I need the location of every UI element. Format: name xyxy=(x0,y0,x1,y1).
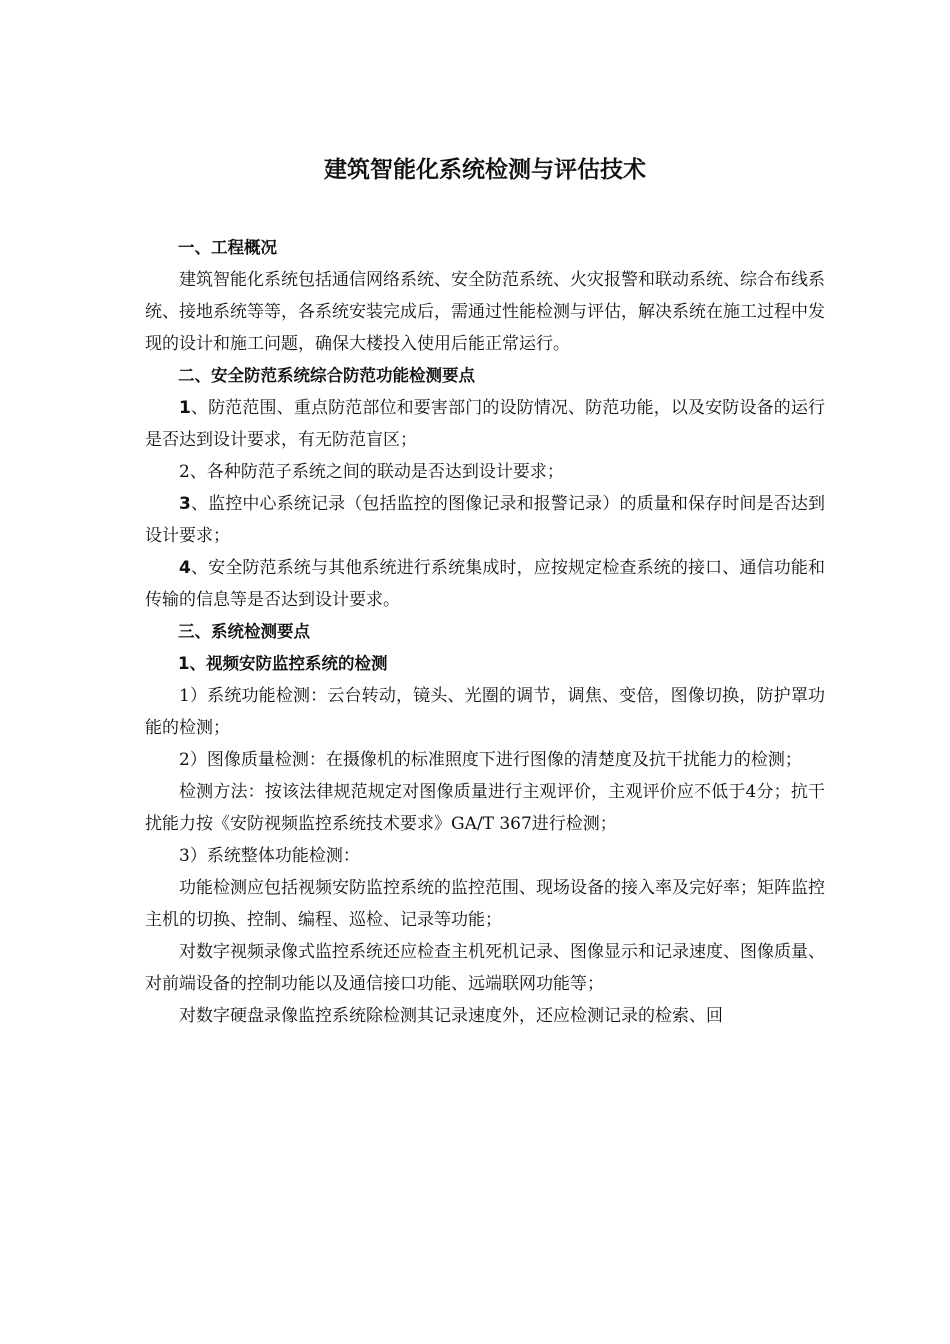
item-number: 3 xyxy=(179,494,191,514)
item-number: 1 xyxy=(179,398,191,418)
paragraph-overview: 建筑智能化系统包括通信网络系统、安全防范系统、火灾报警和联动系统、综合布线系统、接地系统等等，各系统安装完成后，需通过性能检测与评估，解决系统在施工过程中发现的设计和施工问题，确保大楼投入使用后能正常运行。 xyxy=(145,270,825,354)
section-heading-overview: 一、工程概况 xyxy=(178,238,277,257)
paragraph-digital-video: 对数字视频录像式监控系统还应检查主机死机记录、图像显示和记录速度、图像质量、对前端设备的控制功能以及通信接口功能、远端联网功能等； xyxy=(145,942,825,994)
list-item-security-3 xyxy=(145,488,825,552)
paragraph-digital-hdd: 对数字硬盘录像监控系统除检测其记录速度外，还应检测记录的检索、回 xyxy=(179,1006,723,1026)
document-title: 建筑智能化系统检测与评估技术 xyxy=(324,157,646,183)
list-item-security-1 xyxy=(145,392,825,456)
paragraph-overall-function: 3）系统整体功能检测： xyxy=(179,846,360,866)
item-text: 、防范范围、重点防范部位和要害部门的设防情况、防范功能，以及安防设备的运行是否达到设计要求，有无防范盲区； xyxy=(145,398,825,450)
list-item-security-2: 2、各种防范子系统之间的联动是否达到设计要求； xyxy=(179,462,564,482)
paragraph-function-scope: 功能检测应包括视频安防监控系统的监控范围、现场设备的接入率及完好率；矩阵监控主机的切换、控制、编程、巡检、记录等功能； xyxy=(145,878,825,930)
list-item-security-4 xyxy=(145,552,825,616)
section-heading-detection: 三、系统检测要点 xyxy=(178,622,310,641)
item-number: 4 xyxy=(179,558,191,578)
item-text: 、监控中心系统记录（包括监控的图像记录和报警记录）的质量和保存时间是否达到设计要求； xyxy=(145,494,825,546)
paragraph-test-method: 检测方法：按该法律规范规定对图像质量进行主观评价，主观评价应不低于4分；抗干扰能力按《安防视频监控系统技术要求》GA/T 367进行检测； xyxy=(145,782,825,834)
section-heading-security: 二、安全防范系统综合防范功能检测要点 xyxy=(178,366,475,385)
paragraph-image-quality: 2）图像质量检测：在摄像机的标准照度下进行图像的清楚度及抗干扰能力的检测； xyxy=(179,750,802,770)
subsection-heading-video: 1、视频安防监控系统的检测 xyxy=(178,654,388,673)
item-text: 、安全防范系统与其他系统进行系统集成时，应按规定检查系统的接口、通信功能和传输的信息等是否达到设计要求。 xyxy=(145,558,825,610)
paragraph-function-test: 1）系统功能检测：云台转动，镜头、光圈的调节，调焦、变倍，图像切换，防护罩功能的检测； xyxy=(145,686,825,738)
document-page xyxy=(145,0,825,1344)
document-body xyxy=(145,232,825,1032)
